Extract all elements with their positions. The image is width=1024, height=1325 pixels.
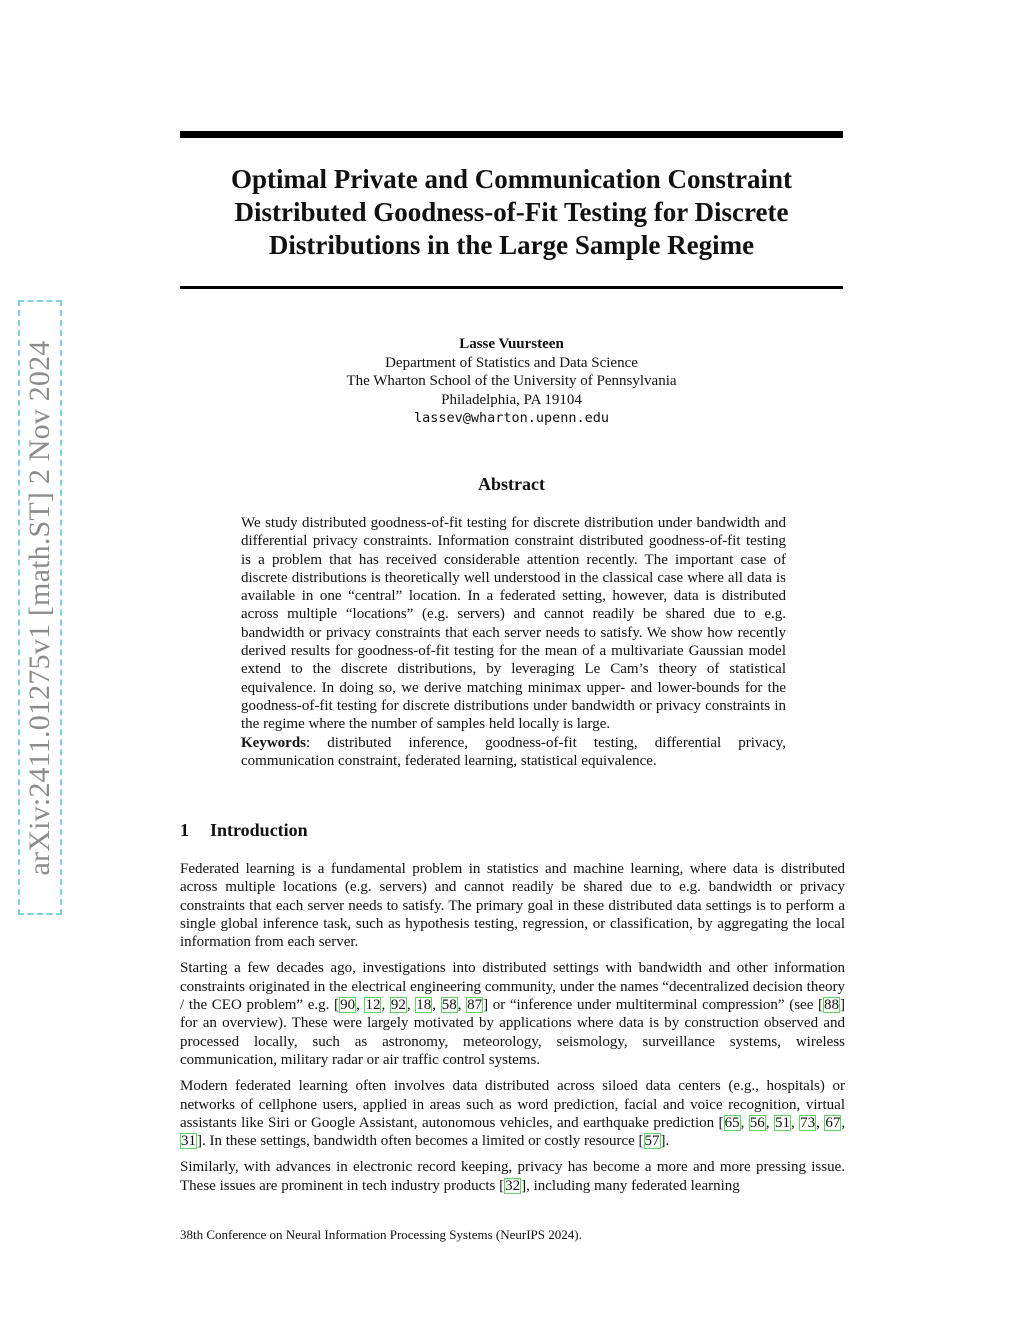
author-email[interactable]: lassev@wharton.upenn.edu — [413, 410, 610, 426]
abstract-text: We study distributed goodness-of-fit testing for discrete distribution under bandwidth and differential privacy constraints. Information constraint distributed goodness-of-fit testing is a problem that has received considerable attention recently. The important case of discrete distributions is theoretically well understood in the classical case where all data is available in one “central” location. In a federated setting, however, data is distributed across multiple “locations” (e.g. servers) and cannot readily be shared due to e.g. bandwidth or privacy constraints that each server needs to satisfy. We show how recently derived results for goodness-of-fit testing for the mean of a multivariate Gaussian model extend to the discrete distributions, by leveraging Le Cam’s theory of statistical equivalence. In doing so, we derive matching minimax upper- and lower-bounds for the goodness-of-fit testing for discrete distributions under bandwidth or privacy constraints in the regime where the number of samples held locally is large. — [241, 515, 786, 733]
citation-link[interactable]: 12 — [365, 997, 381, 1014]
section-title: Introduction — [210, 820, 308, 840]
author-location: Philadelphia, PA 19104 — [441, 391, 582, 408]
arxiv-stamp — [18, 300, 62, 915]
introduction-body — [180, 860, 845, 1203]
author-block — [180, 335, 843, 428]
citation-link[interactable]: 90 — [340, 997, 356, 1014]
abstract — [241, 514, 786, 770]
citation-link[interactable]: 87 — [467, 997, 483, 1014]
keywords-list: : distributed inference, goodness-of-fit testing, differential privacy, communication constraint, federated learning, statistical equivalence. — [241, 734, 786, 769]
citation-link[interactable]: 31 — [181, 1133, 196, 1150]
citation-link[interactable]: 56 — [749, 1114, 765, 1131]
citation-link[interactable]: 65 — [724, 1114, 740, 1131]
paragraph: Federated learning is a fundamental problem in statistics and machine learning, where data is distributed across multiple locations (e.g. servers) and cannot readily be shared due to e.g. bandwidth or privacy constraints that each server needs to satisfy. The primary goal in these distributed data settings is to perform a single global inference task, such as hypothesis testing, regression, or classification, by aggregating the local information from each server. — [180, 861, 845, 951]
citation-link[interactable]: 58 — [441, 997, 457, 1014]
citation-link[interactable]: 18 — [416, 997, 432, 1014]
citation-link[interactable]: 92 — [390, 997, 406, 1014]
conference-footer: 38th Conference on Neural Information Processing Systems (NeurIPS 2024). — [180, 1227, 582, 1242]
section-number: 1 — [180, 820, 189, 840]
paper-title: Optimal Private and Communication Constraint Distributed Goodness-of-Fit Testing for Discrete Distributions in the Large Sample Regime — [230, 164, 792, 260]
arxiv-stamp-text: arXiv:2411.01275v1 [math.ST] 2 Nov 2024 — [23, 340, 56, 875]
citation-link[interactable]: 88 — [824, 997, 840, 1014]
keywords-label: Keywords — [241, 734, 306, 751]
author-name: Lasse Vuursteen — [459, 336, 564, 352]
keywords — [241, 734, 786, 771]
paragraph: Starting a few decades ago, investigations into distributed settings with bandwidth and other information constraints originated in the electrical engineering community, under the names “decentralized decision theory / the CEO problem” e.g. [90, 12, 92, 18, 58, 87] or “inference under multiterminal compression” (see [88] for an overview). These were largely motivated by applications where data is by construction observed and processed locally, such as astronomy, meteorology, seismology, surveillance systems, wireless communication, military radar or air traffic control systems. — [180, 960, 846, 1068]
abstract-heading: Abstract — [478, 474, 545, 494]
citation-link[interactable]: 67 — [825, 1114, 841, 1131]
paragraph: Similarly, with advances in electronic record keeping, privacy has become a more and more pressing issue. These issues are prominent in tech industry products [32], including many federated learning — [180, 1159, 845, 1194]
paragraph: Modern federated learning often involves data distributed across siloed data centers (e.g., hospitals) or networks of cellphone users, applied in areas such as word prediction, facial and voice recognition, virtual assistants like Siri or Google Assistant, autonomous vehicles, and earthquake prediction [65, 56, 51, 73, 67, 31]. In these settings, bandwidth often becomes a limited or costly resource [57]. — [180, 1078, 846, 1150]
citation-link[interactable]: 32 — [505, 1177, 521, 1194]
author-department: Department of Statistics and Data Science — [385, 354, 638, 371]
author-school: The Wharton School of the University of Pennsylvania — [346, 373, 677, 389]
citation-link[interactable]: 73 — [800, 1114, 816, 1131]
section-heading — [180, 820, 308, 841]
title-rule-top — [180, 131, 843, 138]
citation-link[interactable]: 57 — [644, 1133, 660, 1150]
citation-link[interactable]: 51 — [774, 1114, 790, 1131]
title-rule-bottom — [180, 286, 843, 289]
